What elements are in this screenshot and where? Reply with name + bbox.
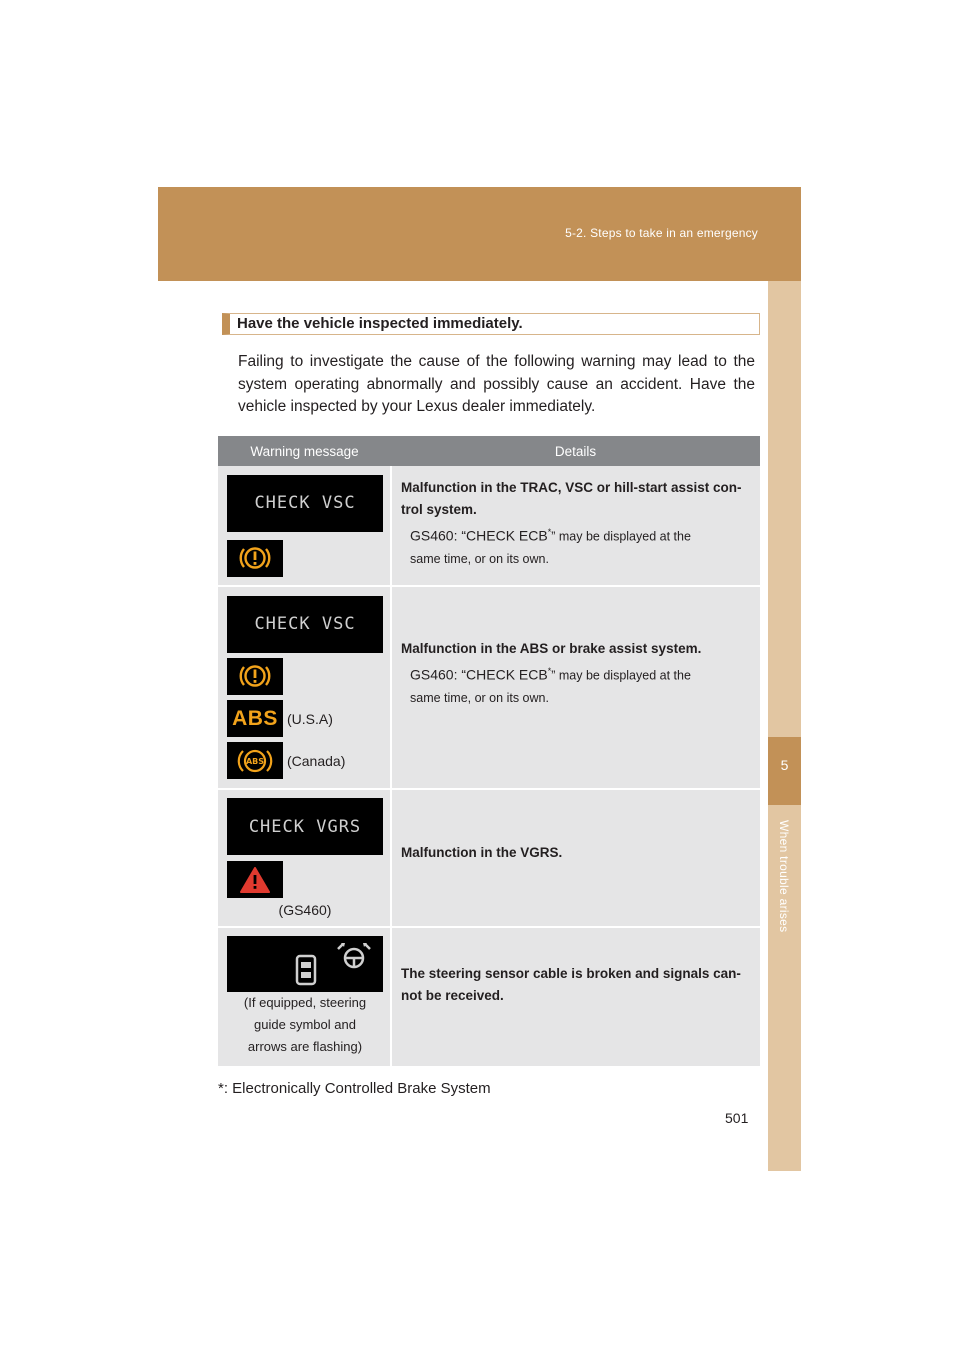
table-row (218, 789, 760, 927)
warning-table (218, 436, 760, 1068)
abs-circle-warning-icon (227, 742, 283, 779)
chapter-label: When trouble arises (777, 820, 791, 933)
detail-text: The steering sensor cable is broken and signals can-not be received. (401, 966, 741, 1003)
amber-exclamation-warning-icon (227, 658, 283, 695)
table-row (218, 466, 760, 586)
details-cell (391, 586, 760, 789)
details-cell (391, 466, 760, 586)
warning-cell (218, 466, 391, 586)
chapter-number: 5 (780, 757, 789, 773)
red-triangle-warning-icon (227, 861, 283, 898)
lcd-message: CHECK VSC (227, 596, 383, 653)
footnote: *: Electronically Controlled Brake System (218, 1080, 491, 1097)
lcd-message: CHECK VGRS (227, 798, 383, 855)
steering-guide-display (227, 936, 383, 992)
column-header-details: Details (391, 436, 760, 466)
table-header-row (218, 436, 760, 466)
table-row (218, 586, 760, 789)
amber-exclamation-warning-icon (227, 540, 283, 577)
detail-text: Malfunction in the TRAC, VSC or hill-start assist con-trol system. (401, 479, 742, 517)
page-number: 501 (725, 1110, 749, 1126)
model-caption: (GS460) (278, 902, 332, 918)
detail-text: Malfunction in the ABS or brake assist system. (401, 640, 702, 656)
steering-guide-caption: (If equipped, steering guide symbol and arrows are flashing) (243, 995, 367, 1054)
abs-usa-item (227, 700, 390, 737)
table-row (218, 927, 760, 1067)
warning-cell (218, 927, 391, 1067)
steering-guide-icon (230, 938, 380, 990)
region-caption-canada: (Canada) (287, 752, 346, 769)
side-strip (768, 281, 801, 1171)
detail-note: GS460: “CHECK ECB*” may be displayed at the same time, or on its own. (410, 665, 691, 706)
note-heading: Have the vehicle inspected immediately. (222, 313, 760, 335)
intro-paragraph: Failing to investigate the cause of the following warning may lead to the system operating abnormally and possibly cause an accident. Have the vehicle inspected by your Lexus dealer immediately. (238, 353, 755, 415)
lcd-message: CHECK VSC (227, 475, 383, 532)
column-header-warning: Warning message (218, 436, 391, 466)
abs-canada-item (227, 742, 390, 779)
details-cell (391, 789, 760, 927)
details-cell (391, 927, 760, 1067)
abs-text-warning-icon: ABS (227, 700, 283, 737)
warning-cell (218, 789, 391, 927)
chapter-tab[interactable] (768, 737, 801, 805)
svg-text:ABS: ABS (245, 756, 265, 766)
detail-note: GS460: “CHECK ECB*” may be displayed at the same time, or on its own. (410, 526, 691, 567)
detail-text: Malfunction in the VGRS. (401, 845, 563, 860)
warning-cell (218, 586, 391, 789)
region-caption-usa: (U.S.A) (287, 710, 333, 727)
section-title: 5-2. Steps to take in an emergency (565, 226, 758, 240)
